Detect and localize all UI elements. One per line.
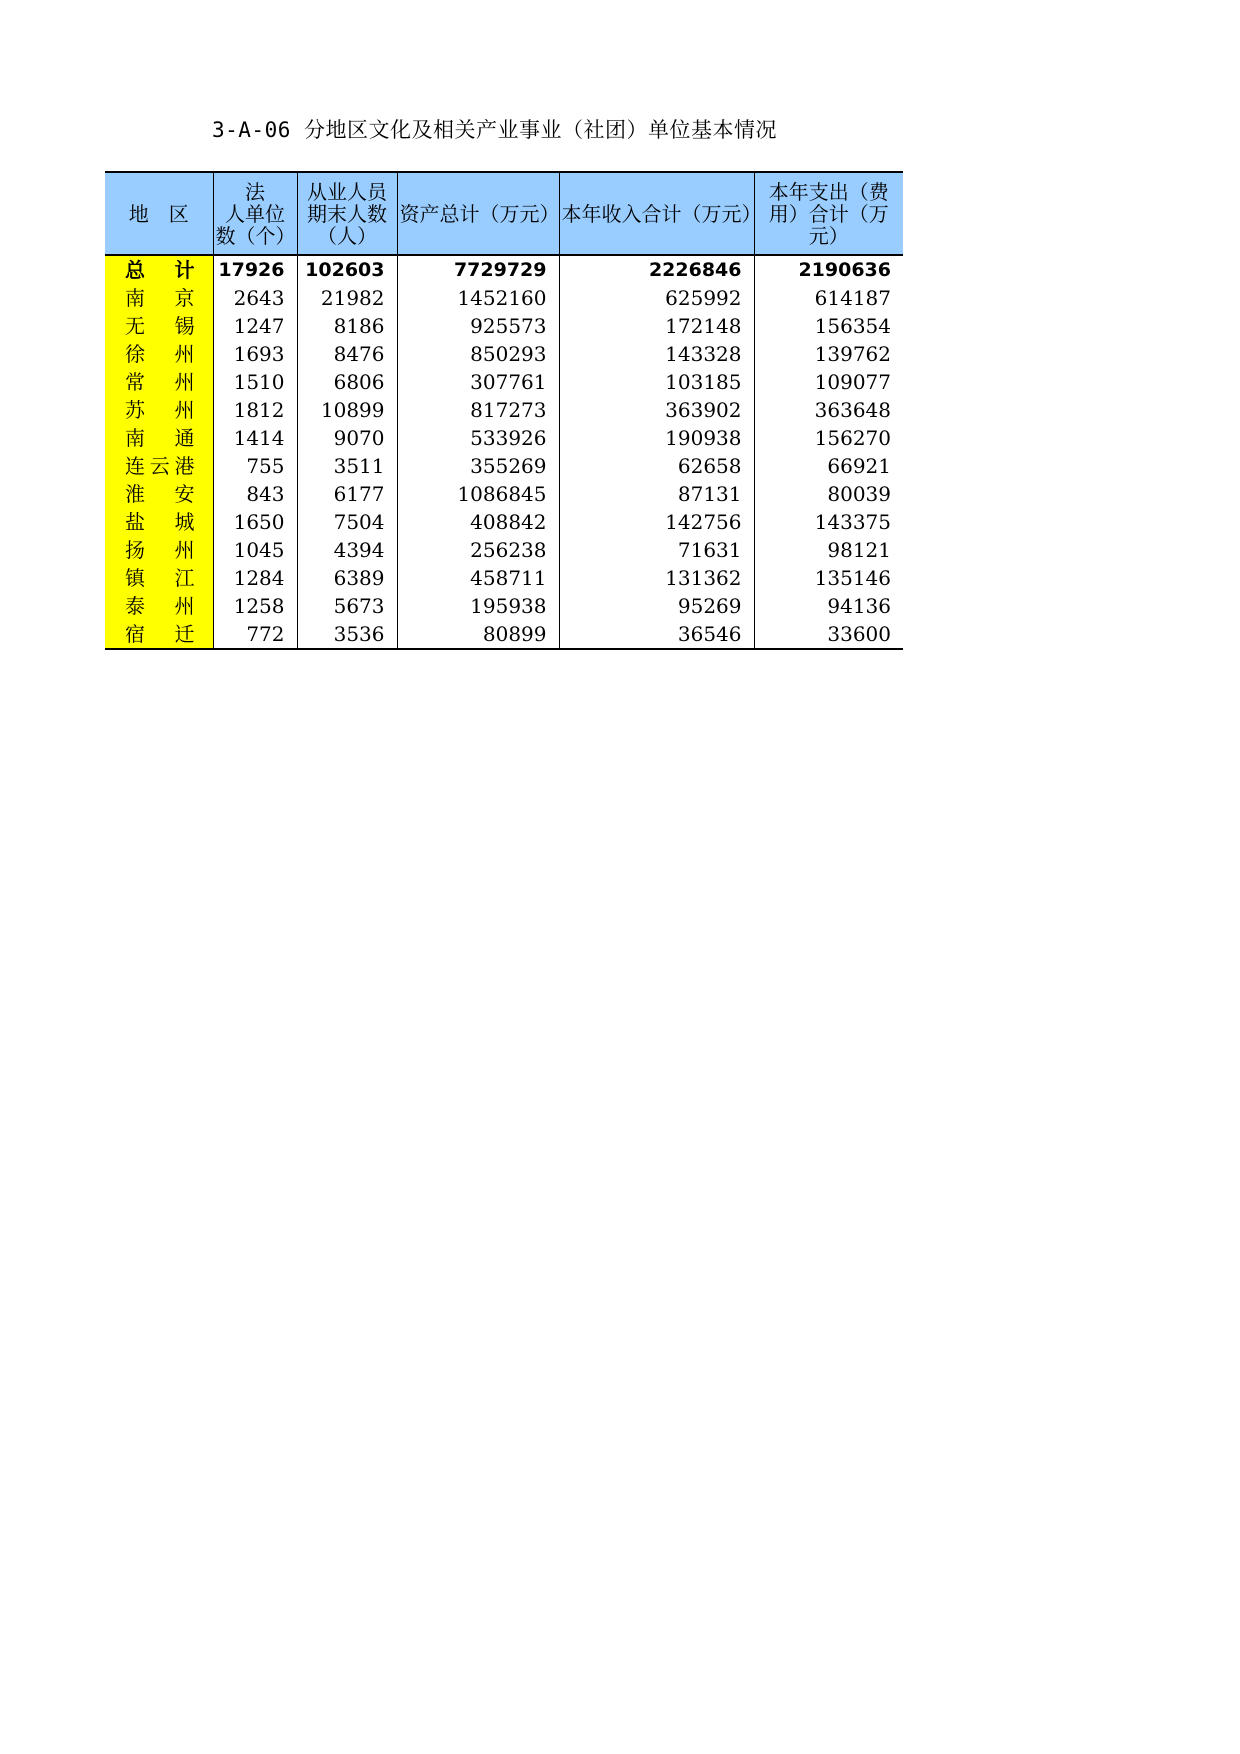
table-row (105, 368, 903, 396)
expense-cell: 614187 (754, 284, 903, 312)
table-row (105, 536, 903, 564)
units-cell: 1650 (213, 508, 297, 536)
header-assets (397, 172, 559, 255)
revenue-cell: 62658 (559, 452, 754, 480)
units-cell: 17926 (213, 255, 297, 284)
region-name: 总 计 (125, 258, 195, 282)
region-cell (105, 255, 213, 284)
units-cell: 1258 (213, 592, 297, 620)
employees-cell: 6389 (297, 564, 397, 592)
expense-cell: 156354 (754, 312, 903, 340)
region-cell (105, 508, 213, 536)
expense-cell: 156270 (754, 424, 903, 452)
expense-cell: 109077 (754, 368, 903, 396)
region-name: 镇 江 (125, 566, 195, 590)
header-employees-label: 从业人员期末人数（人） (307, 179, 387, 248)
revenue-cell: 363902 (559, 396, 754, 424)
assets-cell: 1086845 (397, 480, 559, 508)
region-name: 南 京 (125, 286, 195, 310)
employees-cell: 8186 (297, 312, 397, 340)
assets-cell: 7729729 (397, 255, 559, 284)
employees-cell: 6806 (297, 368, 397, 396)
employees-cell: 4394 (297, 536, 397, 564)
employees-cell: 6177 (297, 480, 397, 508)
units-cell: 1693 (213, 340, 297, 368)
table-body (105, 255, 903, 649)
employees-cell: 7504 (297, 508, 397, 536)
table-row-total (105, 255, 903, 284)
region-name: 淮 安 (125, 482, 195, 506)
region-cell (105, 312, 213, 340)
expense-cell: 80039 (754, 480, 903, 508)
assets-cell: 458711 (397, 564, 559, 592)
assets-cell: 355269 (397, 452, 559, 480)
assets-cell: 256238 (397, 536, 559, 564)
table-row (105, 452, 903, 480)
expense-cell: 139762 (754, 340, 903, 368)
revenue-cell: 172148 (559, 312, 754, 340)
region-cell (105, 564, 213, 592)
revenue-cell: 625992 (559, 284, 754, 312)
employees-cell: 5673 (297, 592, 397, 620)
header-employees (297, 172, 397, 255)
expense-cell: 363648 (754, 396, 903, 424)
statistics-table (105, 171, 903, 650)
units-cell: 1045 (213, 536, 297, 564)
units-cell: 1284 (213, 564, 297, 592)
revenue-cell: 142756 (559, 508, 754, 536)
region-cell (105, 452, 213, 480)
units-cell: 755 (213, 452, 297, 480)
assets-cell: 307761 (397, 368, 559, 396)
region-cell (105, 396, 213, 424)
region-name: 扬 州 (125, 538, 195, 562)
table-header-row (105, 172, 903, 255)
region-name: 无 锡 (125, 314, 195, 338)
table-row (105, 424, 903, 452)
region-name: 泰 州 (125, 594, 195, 618)
expense-cell: 135146 (754, 564, 903, 592)
units-cell: 1247 (213, 312, 297, 340)
table-row (105, 564, 903, 592)
table-row (105, 312, 903, 340)
employees-cell: 3536 (297, 620, 397, 649)
employees-cell: 10899 (297, 396, 397, 424)
assets-cell: 925573 (397, 312, 559, 340)
revenue-cell: 87131 (559, 480, 754, 508)
units-cell: 2643 (213, 284, 297, 312)
table-row (105, 340, 903, 368)
revenue-cell: 190938 (559, 424, 754, 452)
region-cell (105, 620, 213, 649)
table-row (105, 508, 903, 536)
employees-cell: 3511 (297, 452, 397, 480)
units-cell: 843 (213, 480, 297, 508)
region-cell (105, 592, 213, 620)
employees-cell: 21982 (297, 284, 397, 312)
revenue-cell: 2226846 (559, 255, 754, 284)
region-name: 徐 州 (125, 342, 195, 366)
expense-cell: 66921 (754, 452, 903, 480)
revenue-cell: 143328 (559, 340, 754, 368)
table-row (105, 592, 903, 620)
units-cell: 1812 (213, 396, 297, 424)
expense-cell: 2190636 (754, 255, 903, 284)
header-expense (754, 172, 903, 255)
region-cell (105, 368, 213, 396)
header-revenue (559, 172, 762, 255)
region-name: 苏 州 (125, 398, 195, 422)
header-revenue-label: 本年收入合计（万元） (561, 201, 762, 226)
page-title: 3-A-06 分地区文化及相关产业事业（社团）单位基本情况 (212, 118, 777, 142)
region-name: 盐 城 (125, 510, 195, 534)
header-expense-label: 本年支出（费用）合计（万元） (768, 179, 889, 248)
table-row (105, 396, 903, 424)
assets-cell: 850293 (397, 340, 559, 368)
region-name: 常 州 (125, 370, 195, 394)
table-row (105, 480, 903, 508)
employees-cell: 102603 (297, 255, 397, 284)
revenue-cell: 103185 (559, 368, 754, 396)
header-region-label: 地 区 (128, 201, 189, 226)
employees-cell: 8476 (297, 340, 397, 368)
units-cell: 772 (213, 620, 297, 649)
table-row (105, 620, 903, 649)
revenue-cell: 36546 (559, 620, 754, 649)
assets-cell: 1452160 (397, 284, 559, 312)
region-name: 南 通 (125, 426, 195, 450)
units-cell: 1414 (213, 424, 297, 452)
assets-cell: 80899 (397, 620, 559, 649)
header-region (105, 172, 213, 255)
table-row (105, 284, 903, 312)
region-name: 连云港 (125, 454, 195, 478)
region-cell (105, 480, 213, 508)
revenue-cell: 71631 (559, 536, 754, 564)
header-units-label: 法 人单位数（个） (215, 179, 305, 248)
region-cell (105, 424, 213, 452)
assets-cell: 408842 (397, 508, 559, 536)
assets-cell: 195938 (397, 592, 559, 620)
expense-cell: 98121 (754, 536, 903, 564)
region-cell (105, 284, 213, 312)
assets-cell: 817273 (397, 396, 559, 424)
assets-cell: 533926 (397, 424, 559, 452)
expense-cell: 33600 (754, 620, 903, 649)
units-cell: 1510 (213, 368, 297, 396)
header-assets-label: 资产总计（万元） (399, 201, 560, 226)
region-cell (105, 340, 213, 368)
region-cell (105, 536, 213, 564)
expense-cell: 94136 (754, 592, 903, 620)
revenue-cell: 131362 (559, 564, 754, 592)
region-name: 宿 迁 (125, 622, 195, 646)
header-units (213, 172, 305, 255)
expense-cell: 143375 (754, 508, 903, 536)
revenue-cell: 95269 (559, 592, 754, 620)
employees-cell: 9070 (297, 424, 397, 452)
